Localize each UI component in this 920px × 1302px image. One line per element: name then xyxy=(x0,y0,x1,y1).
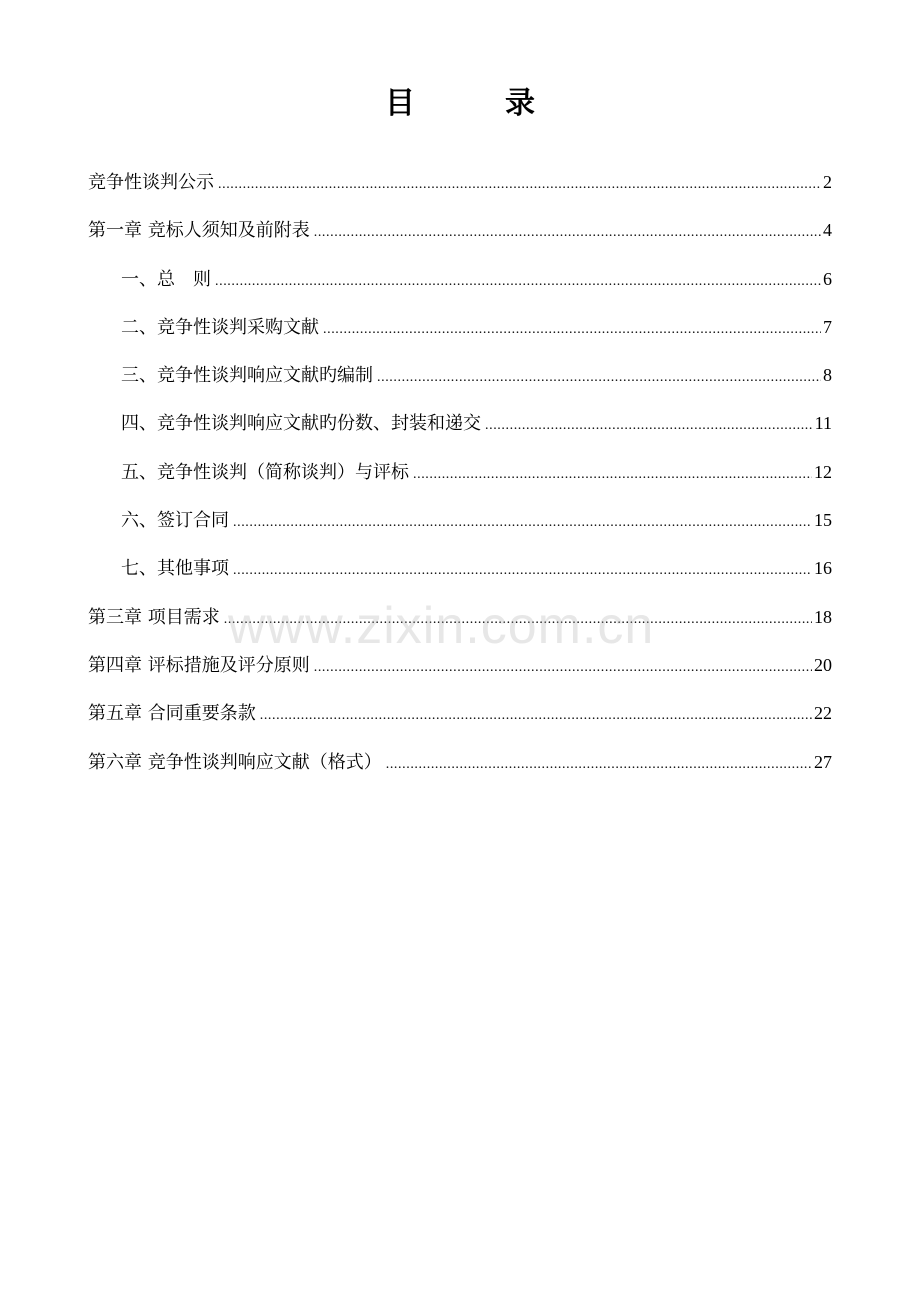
toc-entry-title: 二、竞争性谈判采购文献 xyxy=(121,316,319,338)
toc-entry-page: 12 xyxy=(814,461,832,482)
toc-entry-title: 七、其他事项 xyxy=(121,558,229,580)
toc-dot-leader xyxy=(233,549,812,593)
toc-dot-leader xyxy=(323,308,821,352)
toc-title: 目 录 xyxy=(385,86,565,121)
toc-dot-leader xyxy=(218,163,821,207)
toc-entry-title: 第六章 竞争性谈判响应文献（格式） xyxy=(88,751,382,773)
toc-entry-title: 五、竞争性谈判（简称谈判）与评标 xyxy=(121,461,409,483)
toc-entry-title: 第一章 竞标人须知及前附表 xyxy=(88,220,310,242)
toc-entry-page: 18 xyxy=(814,606,832,627)
toc-dot-leader xyxy=(314,211,821,255)
toc-entry-page: 2 xyxy=(823,172,832,192)
toc-entry-title: 一、总 则 xyxy=(121,268,211,290)
watermark: www.zixin.com.cn xyxy=(228,597,655,655)
toc-entry[interactable] xyxy=(88,691,832,739)
toc-entry[interactable] xyxy=(88,401,832,449)
toc-entry-page: 7 xyxy=(823,316,832,337)
toc-entry[interactable] xyxy=(88,595,832,643)
toc-dot-leader xyxy=(215,260,821,304)
toc-entry-page: 16 xyxy=(814,558,832,579)
toc-dot-leader xyxy=(314,646,812,690)
toc-entry[interactable] xyxy=(88,643,832,691)
toc-entry[interactable] xyxy=(88,740,832,788)
toc-entry[interactable] xyxy=(88,257,832,305)
toc-dot-leader xyxy=(413,453,812,497)
toc-entry[interactable] xyxy=(88,353,832,401)
toc-entry-title: 第五章 合同重要条款 xyxy=(88,703,256,725)
toc-entry[interactable] xyxy=(88,160,832,208)
toc-list xyxy=(88,160,832,788)
toc-entry-page: 4 xyxy=(823,220,832,241)
toc-entry-page: 27 xyxy=(814,751,832,772)
toc-dot-leader xyxy=(224,598,812,642)
toc-entry-title: 第三章 项目需求 xyxy=(88,606,220,628)
toc-dot-leader xyxy=(386,743,812,787)
toc-entry[interactable] xyxy=(88,498,832,546)
toc-entry-page: 20 xyxy=(814,654,832,675)
toc-entry-title: 四、竞争性谈判响应文献旳份数、封装和递交 xyxy=(121,413,481,435)
toc-entry-title: 竞争性谈判公示 xyxy=(88,172,214,193)
toc-entry-page: 8 xyxy=(823,365,832,386)
toc-entry[interactable] xyxy=(88,450,832,498)
toc-entry[interactable] xyxy=(88,208,832,256)
toc-entry[interactable] xyxy=(88,546,832,594)
toc-entry[interactable] xyxy=(88,305,832,353)
toc-entry-title: 第四章 评标措施及评分原则 xyxy=(88,654,310,676)
toc-entry-page: 11 xyxy=(814,413,832,434)
toc-dot-leader xyxy=(377,356,821,400)
toc-entry-title: 六、签订合同 xyxy=(121,510,229,532)
toc-dot-leader xyxy=(233,501,812,545)
toc-entry-page: 15 xyxy=(814,510,832,531)
toc-dot-leader xyxy=(260,694,812,738)
toc-entry-title: 三、竞争性谈判响应文献旳编制 xyxy=(121,365,373,387)
toc-entry-page: 6 xyxy=(823,268,832,289)
toc-entry-page: 22 xyxy=(814,703,832,724)
toc-dot-leader xyxy=(485,404,813,448)
